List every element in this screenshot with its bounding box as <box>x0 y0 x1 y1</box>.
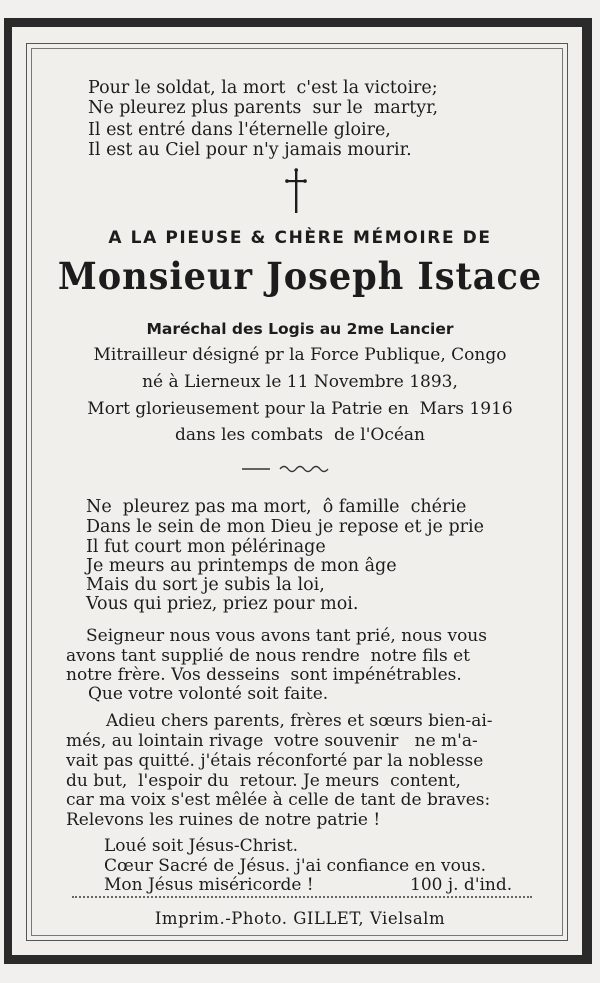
indulgence-note: 100 j. d'ind. <box>410 875 513 895</box>
invocation-line: Mon Jésus miséricorde ! <box>104 875 314 895</box>
prayer-line: Seigneur nous vous avons tant prié, nous vous <box>86 626 487 646</box>
farewell-line: car ma voix s'est mêlée à celle de tant de braves: <box>66 790 491 810</box>
cross-icon <box>284 167 308 215</box>
top-poem-line: Il est au Ciel pour n'y jamais mourir. <box>88 140 412 160</box>
middle-poem-line: Dans le sein de mon Dieu je repose et je prie <box>86 517 484 537</box>
middle-poem-line: Vous qui priez, priez pour moi. <box>86 594 359 614</box>
prayer-line: Que votre volonté soit faite. <box>88 684 329 704</box>
detail-line: Mort glorieusement pour la Patrie en Mars 1916 <box>87 399 513 419</box>
deceased-name: Monsieur Joseph Istace <box>57 254 543 298</box>
prayer-line: avons tant supplié de nous rendre notre fils et <box>66 646 470 666</box>
prayer-line: notre frère. Vos desseins sont impénétrables. <box>66 665 462 685</box>
top-poem-line: Il est entré dans l'éternelle gloire, <box>88 120 391 140</box>
middle-poem-line: Mais du sort je subis la loi, <box>86 575 325 595</box>
ornament-divider <box>240 463 340 475</box>
farewell-line: du but, l'espoir du retour. Je meurs content, <box>66 771 461 791</box>
invocation-line: Loué soit Jésus-Christ. <box>104 836 299 856</box>
middle-poem-line: Ne pleurez pas ma mort, ô famille chérie <box>86 497 467 517</box>
farewell-line: més, au lointain rivage votre souvenir ne m'a- <box>66 731 478 751</box>
farewell-line: Adieu chers parents, frères et sœurs bien-ai- <box>106 711 493 731</box>
farewell-line: Relevons les ruines de notre patrie ! <box>66 810 381 830</box>
military-rank: Maréchal des Logis au 2me Lancier <box>146 320 454 338</box>
farewell-line: vait pas quitté. j'étais réconforté par la noblesse <box>66 751 484 771</box>
top-poem-line: Ne pleurez plus parents sur le martyr, <box>88 98 439 118</box>
top-poem-line: Pour le soldat, la mort c'est la victoire; <box>88 78 438 98</box>
middle-poem-line: Je meurs au printemps de mon âge <box>86 556 397 576</box>
detail-line: né à Lierneux le 11 Novembre 1893, <box>142 372 458 392</box>
detail-line: Mitrailleur désigné pr la Force Publique, Congo <box>93 345 507 365</box>
detail-line: dans les combats de l'Océan <box>174 425 426 445</box>
dedication-heading: A LA PIEUSE & CHÈRE MÉMOIRE DE <box>108 228 492 248</box>
dotted-separator <box>72 896 532 904</box>
printer-credit: Imprim.-Photo. GILLET, Vielsalm <box>154 909 446 928</box>
invocation-line: Cœur Sacré de Jésus. j'ai confiance en vous. <box>104 856 486 876</box>
middle-poem-line: Il fut court mon pélérinage <box>86 537 326 557</box>
